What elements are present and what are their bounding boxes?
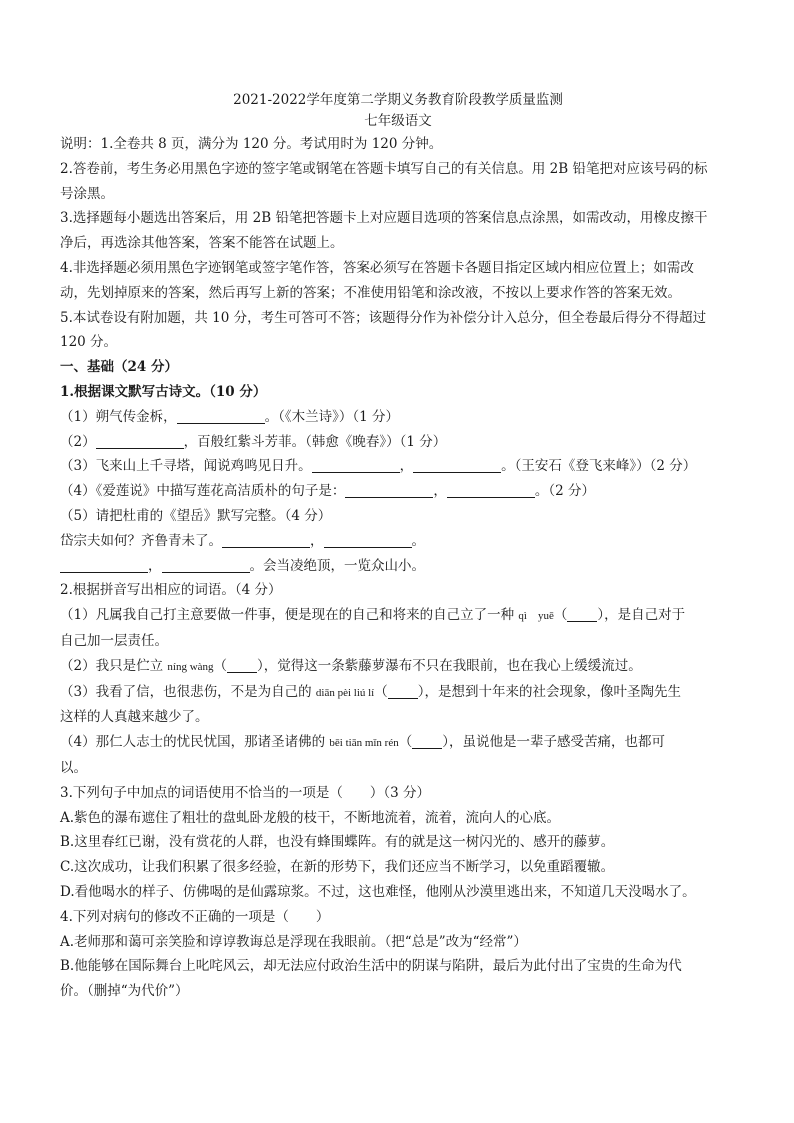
answer-blank[interactable] (345, 483, 433, 498)
q1-item-4-pre: （4）《爱莲说》中描写莲花高洁质朴的句子是： (60, 483, 346, 500)
instruction-line: 说明：1.全卷共 8 页，满分为 120 分。考试用时为 120 分钟。 (60, 136, 443, 152)
question-4-heading: 4.下列对病句的修改不正确的一项是（ ） (60, 908, 330, 925)
q2-item-2-pre: （2）我只是伫立 (60, 657, 168, 674)
q2-item-4-post: ），虽说他是一辈子感受苦痛，也都可 (442, 734, 665, 751)
instruction-line: 120 分。 (60, 334, 118, 351)
exam-page (60, 90, 736, 1004)
instruction-line: 动，先划掉原来的答案，然后再写上新的答案；不准使用铅笔和涂改液，不按以上要求作答的答案无效。 (60, 284, 681, 301)
q2-item-3-pre: （3）我看了信，也很悲伤，不是为自己的 (60, 683, 316, 700)
q2-item-3-cont: 这样的人真越来越少了。 (60, 709, 209, 726)
q2-item-3 (60, 680, 736, 706)
q2-item-2 (60, 654, 736, 680)
instruction-line: 3.选择题每小题选出答案后，用 2B 铅笔把答题卡上对应题目选项的答案信息点涂黑，如需改动，用橡皮擦干 (60, 210, 708, 227)
q1-item-5: （5）请把杜甫的《望岳》默写完整。（4 分） (60, 507, 332, 524)
q1-item-2 (60, 430, 736, 455)
q1-poem-line-1 (60, 529, 736, 554)
q2-item-4-pre: （4）那仁人志士的忧民忧国，那诸圣诸佛的 (60, 734, 330, 751)
answer-blank[interactable] (162, 558, 250, 573)
answer-blank[interactable] (567, 607, 597, 622)
answer-blank[interactable] (324, 533, 412, 548)
question-3-heading: 3.下列句子中加点的词语使用不恰当的一项是（ ）（3 分） (60, 784, 431, 801)
q2-item-1-cont: 自己加一层责任。 (60, 632, 168, 649)
answer-blank[interactable] (60, 558, 148, 573)
q1-poem-line-2 (60, 554, 736, 579)
paren-open: （ (553, 607, 568, 624)
pinyin: diān pèi liú lí (315, 686, 375, 699)
answer-blank[interactable] (413, 458, 501, 473)
q3-option-c[interactable]: C.这次成功，让我们积累了很多经验，在新的形势下，我们还应当不断学习，以免重蹈覆辙。 (60, 859, 615, 876)
q2-item-4-cont: 以。 (60, 759, 87, 776)
q1-item-2-post: ，百般红紫斗芳菲。（韩愈《晚春》）（1 分） (183, 433, 447, 450)
instruction-line: 2.答卷前，考生务必用黑色字迹的签字笔或钢笔在答题卡填写自己的有关信息。用 2B 铅笔把对应该号码的标 (60, 160, 708, 177)
poem-comma: ， (310, 532, 324, 549)
answer-blank[interactable] (447, 483, 535, 498)
q2-item-1-close: ），是自己对于 (597, 607, 686, 624)
q1-item-4-mid: ， (433, 483, 447, 500)
poem-text: 。会当凌绝顶，一览众山小。 (249, 557, 425, 574)
q2-item-4 (60, 730, 736, 756)
instructions (60, 132, 736, 355)
q4-option-b-cont: 价。（删掉“为代价”） (60, 983, 189, 1000)
poem-text: 岱宗夫如何？齐鲁青未了。 (60, 532, 222, 549)
instruction-line: 净后，再选涂其他答案，答案不能答在试题上。 (60, 235, 344, 252)
question-1-heading: 1.根据课文默写古诗文。（10 分） (60, 383, 267, 400)
answer-blank[interactable] (312, 458, 400, 473)
q1-item-1-pre: （1）朔气传金柝， (60, 408, 177, 425)
pinyin: qì yuē (518, 610, 554, 623)
q1-item-3 (60, 454, 736, 479)
paren-open: （ (398, 734, 413, 751)
q3-option-b[interactable]: B.这里春红已谢，没有赏花的人群，也没有蜂围蝶阵。有的就是这一树闪光的、感开的藤萝。 (60, 834, 615, 851)
q1-item-4-post: 。（2 分） (534, 483, 595, 500)
q1-item-3-mid: ， (399, 458, 414, 475)
question-2-heading: 2.根据拼音写出相应的词语。（4 分） (60, 582, 282, 599)
q1-item-2-pre: （2） (60, 433, 96, 450)
q2-item-1 (60, 603, 736, 629)
answer-blank[interactable] (222, 533, 310, 548)
q1-item-3-post: 。（王安石《登飞来峰》）（2 分） (501, 458, 697, 475)
instruction-line: 号涂黑。 (60, 185, 114, 202)
q1-item-1 (60, 405, 736, 430)
pinyin: níng wàng (167, 660, 214, 673)
section-heading: 一、基础（24 分） (60, 359, 178, 376)
instruction-line: 4.非选择题必须用黑色字迹钢笔或签字笔作答，答案必须写在答题卡各题目指定区域内相应位置上；如需改 (60, 259, 694, 276)
answer-blank[interactable] (177, 409, 265, 424)
q4-option-a[interactable]: A.老师那和蔼可亲笑脸和谆谆教诲总是浮现在我眼前。（把“总是”改为“经常”） (60, 933, 527, 950)
poem-comma: ， (148, 557, 162, 574)
q2-item-3-post: ），是想到十年来的社会现象，像叶圣陶先生 (417, 683, 681, 700)
q1-item-3-pre: （3）飞来山上千寻塔，闻说鸡鸣见日升。 (60, 458, 312, 475)
paren-open: （ (374, 683, 388, 700)
q3-option-a[interactable]: A.紫色的瀑布遮住了粗壮的盘虬卧龙般的枝干，不断地流着，流着，流向人的心底。 (60, 809, 561, 826)
paren-open: （ (213, 657, 228, 674)
q3-option-d[interactable]: D.看他喝水的样子、仿佛喝的是仙露琼浆。不过，这也难怪，他刚从沙漠里逃出来，不知道几天没喝水了。 (60, 883, 696, 900)
pinyin: bēi tiān mǐn rén (329, 737, 399, 750)
q1-item-4 (60, 479, 736, 504)
answer-blank[interactable] (388, 684, 418, 699)
poem-period: 。 (411, 532, 425, 549)
exam-subtitle: 七年级语文 (364, 113, 432, 129)
instruction-line: 5.本试卷设有附加题，共 10 分，考生可答可不答；该题得分作为补偿分计入总分，但全卷最后得分不得超过 (60, 309, 707, 326)
q4-option-b[interactable]: B.他能够在国际舞台上叱咤风云，却无法应付政治生活中的阴谋与陷阱，最后为此付出了宝贵的生命为代 (60, 958, 682, 975)
answer-blank[interactable] (96, 434, 184, 449)
q2-item-2-post: ），觉得这一条紫藤萝瀑布不只在我眼前，也在我心上缓缓流过。 (257, 657, 642, 674)
answer-blank[interactable] (227, 658, 257, 673)
q1-item-1-post: 。（《木兰诗》）（1 分） (264, 408, 399, 425)
q2-item-1-pre: （1）凡属我自己打主意要做一件事，便是现在的自己和将来的自己立了一种 (60, 607, 519, 624)
answer-blank[interactable] (412, 734, 442, 749)
exam-title: 2021-2022学年度第二学期义务教育阶段教学质量监测 (233, 92, 563, 108)
